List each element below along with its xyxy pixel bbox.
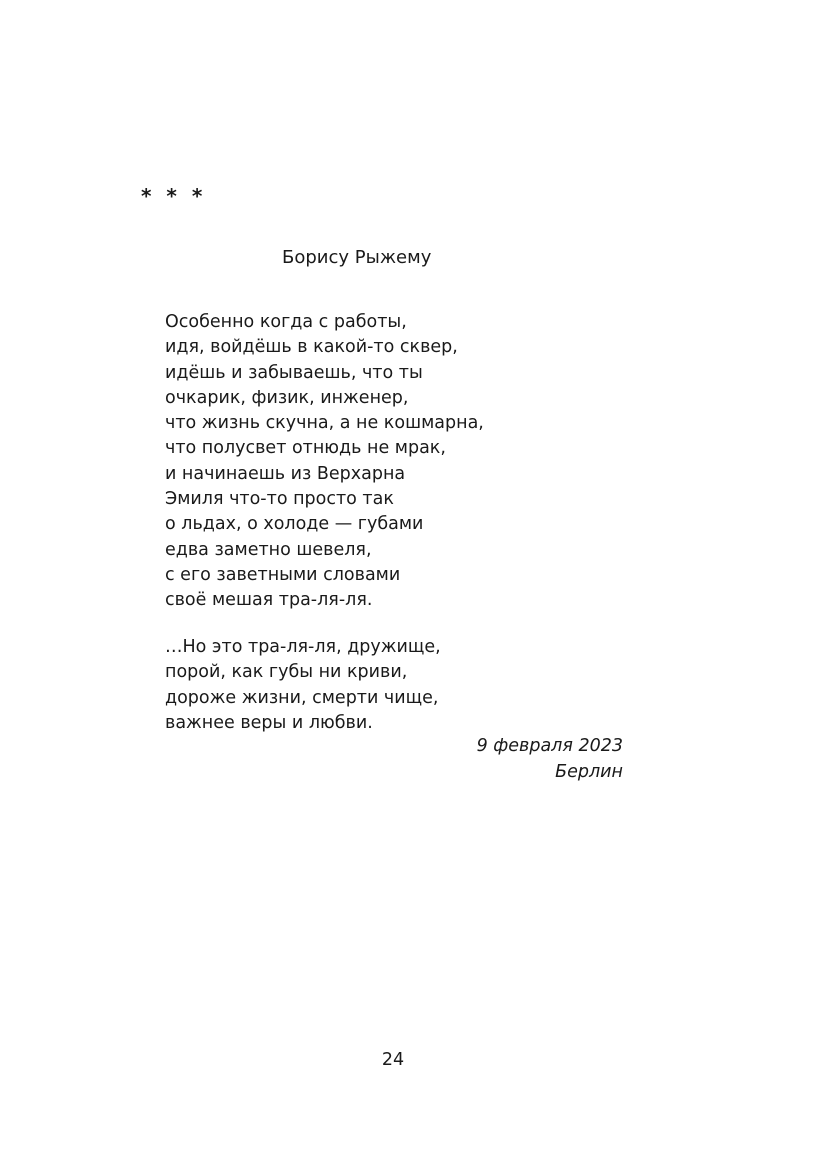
poem-line: очкарик, физик, инженер,: [165, 387, 409, 408]
poem-line: …Но это тра-ля-ля, дружище,: [165, 637, 441, 657]
poem-line: о льдах, о холоде — губами: [165, 514, 424, 535]
poem-line: и начинаешь из Верхарна: [165, 463, 406, 484]
poem-line: порой, как губы ни криви,: [165, 662, 408, 683]
poem-line: идя, войдёшь в какой-то сквер,: [165, 337, 458, 358]
poem-line: дороже жизни, смерти чище,: [165, 687, 439, 708]
dedication: Борису Рыжему: [282, 247, 432, 268]
poem-line: с его заветными словами: [165, 564, 401, 585]
signature-place: Берлин: [555, 762, 623, 782]
page-number: 24: [381, 1050, 405, 1070]
poem-line: что полусвет отнюдь не мрак,: [165, 438, 446, 459]
poem-line: Эмиля что-то просто так: [165, 489, 394, 510]
signature-date: 9 февраля 2023: [476, 736, 623, 756]
poem-line: важнее веры и любви.: [165, 712, 373, 733]
poem-stanza-2: [165, 635, 441, 736]
poem-stanza-1: [165, 310, 484, 614]
poem-line: Особенно когда с работы,: [165, 312, 407, 332]
section-separator: * * *: [141, 184, 207, 208]
poem-line: что жизнь скучна, а не кошмарна,: [165, 413, 484, 434]
poem-line: идёшь и забываешь, что ты: [165, 362, 423, 383]
poem-line: своё мешая тра-ля-ля.: [165, 590, 373, 611]
poem-line: едва заметно шевеля,: [165, 539, 372, 560]
